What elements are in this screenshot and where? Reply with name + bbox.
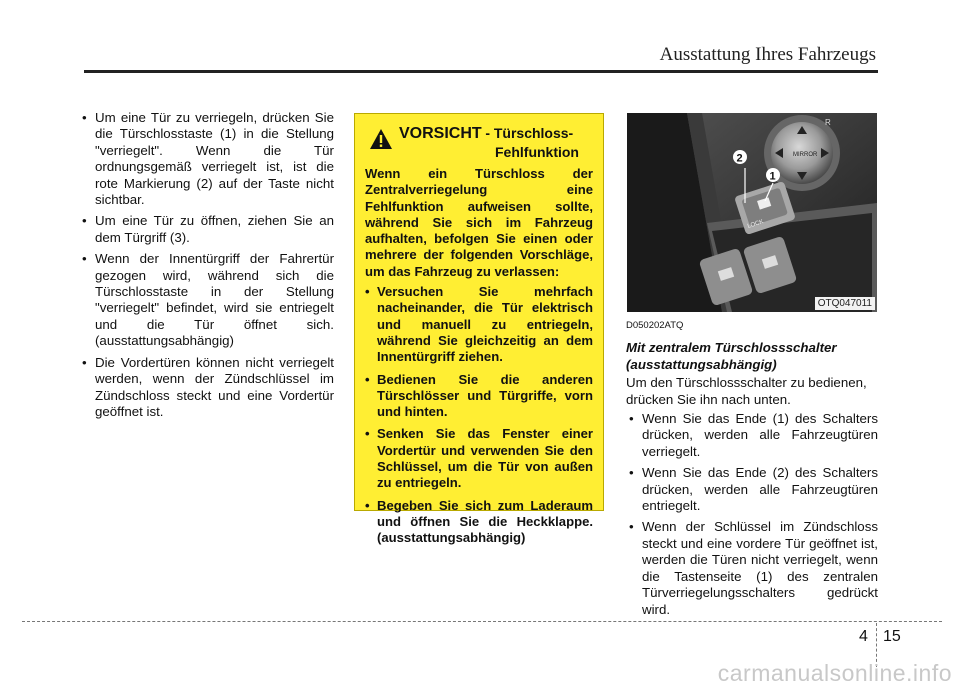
caution-subtitle: - Türschloss- <box>485 125 574 141</box>
header-rule <box>84 70 878 73</box>
caution-box <box>354 113 604 546</box>
door-switch-photo <box>627 113 877 312</box>
section-title: Mit zentralem Türschlossschalter (ausstattungsabhängig) <box>626 340 837 372</box>
left-column <box>79 110 334 425</box>
section-intro: Um den Türschlossschalter zu bedienen, drücken Sie ihn nach unten. <box>626 375 867 407</box>
image-code: OTQ047011 <box>815 297 875 310</box>
list-item: • Wenn der Schlüssel im Zündschloss steckt und eine vordere Tür geöffnet ist, werden die Türen nicht verriegelt, wenn die Tastenseite (1) des zentralen Türverriegelungsschalters gedrückt wird. <box>626 519 878 617</box>
footer-rule <box>22 621 942 622</box>
right-column <box>626 318 878 623</box>
callout-1: 1 <box>769 170 776 183</box>
page-number: 15 <box>883 628 901 645</box>
left-bullet-list <box>79 110 334 420</box>
list-item: • Bedienen Sie die anderen Türschlösser und Türgriffe, vorn und hinten. <box>365 372 593 421</box>
list-item: • Versuchen Sie mehrfach nacheinander, die Tür elektrisch und manuell zu entriegeln, während Sie gleichzeitig an dem Innentürgriff ziehen. <box>365 284 593 365</box>
mirror-r-label: R <box>825 118 831 127</box>
list-item: • Senken Sie das Fenster einer Vordertür und verwenden Sie den Schlüssel, um die Tür von außen zu entriegeln. <box>365 426 593 491</box>
right-bullet-list <box>626 411 878 618</box>
warning-triangle-icon <box>369 128 393 150</box>
list-item: • Um eine Tür zu verriegeln, drücken Sie die Türschlosstaste (1) in die Stellung "verriegelt". Wenn die Tür ordnungsgemäß verriegelt ist, ist die rote Markierung (2) auf der Taste nicht sichtbar. <box>79 110 334 208</box>
list-item: • Wenn Sie das Ende (1) des Schalters drücken, werden alle Fahrzeugtüren verriegelt. <box>626 411 878 460</box>
lock-label: LOCK <box>746 219 765 230</box>
list-item: • Die Vordertüren können nicht verriegelt werden, wenn der Zündschlüssel im Zündschloss steckt und eine Vordertür geöffnet ist. <box>79 355 334 421</box>
caution-intro: Wenn ein Türschloss der Zentralverriegelung eine Fehlfunktion aufweisen sollte, während Sie sich im Fahrzeug aufhalten, befolgen Sie einen oder mehrere der folgenden Vorschläge, um das Fahrzeug zu verlassen: <box>365 166 593 279</box>
list-item: • Begeben Sie sich zum Laderaum und öffnen Sie die Heckklappe. (ausstattungsabhängig) <box>365 498 593 547</box>
caution-title: VORSICHT <box>399 125 482 142</box>
watermark: carmanualsonline.info <box>717 660 952 686</box>
page-header-title: Ausstattung Ihres Fahrzeugs <box>659 44 876 65</box>
list-item: • Wenn der Innentürgriff der Fahrertür gezogen wird, während sich die Türschlosstaste in der Stellung "verriegelt" befindet, wird sie entriegelt und die Tür öffnet sich. (ausstattungsabhängig) <box>79 251 334 349</box>
door-panel-illustration <box>627 113 877 312</box>
caution-subtitle-2: Fehlfunktion <box>495 144 579 160</box>
section-code: D050202ATQ <box>626 320 684 331</box>
callout-2: 2 <box>736 152 743 165</box>
chapter-number: 4 <box>859 628 868 645</box>
list-item: • Wenn Sie das Ende (2) des Schalters drücken, werden alle Fahrzeugtüren entriegelt. <box>626 465 878 514</box>
mirror-label: MIRROR <box>793 152 818 158</box>
caution-list <box>365 284 593 546</box>
list-item: • Um eine Tür zu öffnen, ziehen Sie an dem Türgriff (3). <box>79 213 334 246</box>
caution-header <box>365 124 593 162</box>
